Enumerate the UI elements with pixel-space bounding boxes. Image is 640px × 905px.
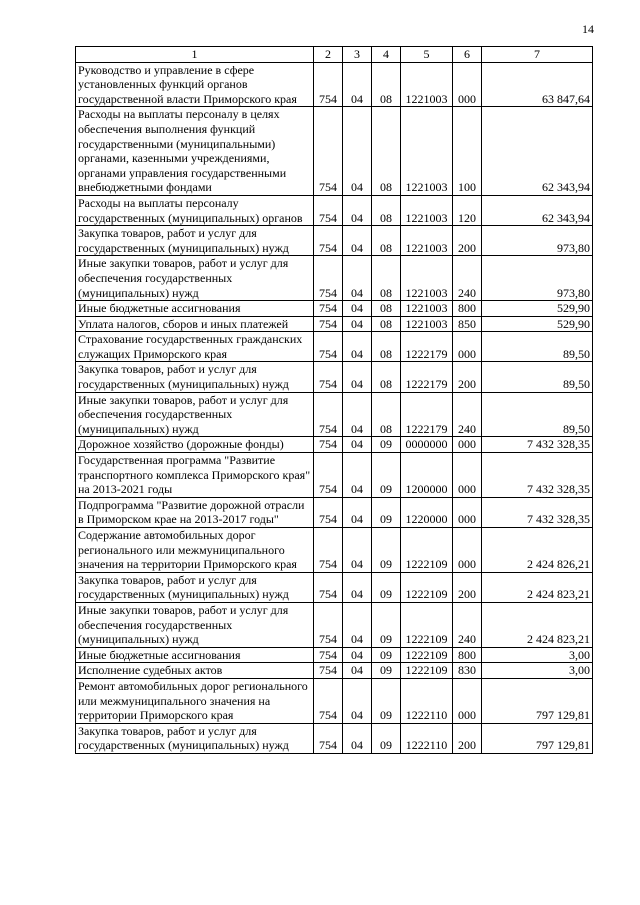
row-code-col3: 04 xyxy=(343,392,372,437)
row-code-col6: 120 xyxy=(453,195,482,225)
row-code-col3: 04 xyxy=(343,332,372,362)
row-name: Уплата налогов, сборов и иных платежей xyxy=(76,316,314,332)
table-row xyxy=(76,362,593,392)
row-code-col6: 800 xyxy=(453,647,482,663)
row-code-col5: 1200000 xyxy=(401,453,453,498)
row-amount: 7 432 328,35 xyxy=(482,497,593,527)
row-code-col4: 09 xyxy=(372,528,401,573)
row-code-col2: 754 xyxy=(314,663,343,679)
row-code-col3: 04 xyxy=(343,316,372,332)
table-row xyxy=(76,332,593,362)
row-code-col5: 1222109 xyxy=(401,602,453,647)
row-amount: 2 424 823,21 xyxy=(482,572,593,602)
row-amount: 529,90 xyxy=(482,316,593,332)
row-code-col2: 754 xyxy=(314,647,343,663)
row-code-col4: 09 xyxy=(372,572,401,602)
row-code-col5: 1222110 xyxy=(401,678,453,723)
table-row xyxy=(76,301,593,317)
row-amount: 529,90 xyxy=(482,301,593,317)
row-name: Исполнение судебных актов xyxy=(76,663,314,679)
row-code-col2: 754 xyxy=(314,226,343,256)
row-amount: 3,00 xyxy=(482,663,593,679)
row-amount: 7 432 328,35 xyxy=(482,437,593,453)
header-col-6: 6 xyxy=(453,47,482,63)
row-code-col2: 754 xyxy=(314,256,343,301)
table-body xyxy=(76,62,593,753)
row-code-col6: 200 xyxy=(453,226,482,256)
row-code-col6: 000 xyxy=(453,453,482,498)
table-row xyxy=(76,528,593,573)
row-code-col5: 1221003 xyxy=(401,256,453,301)
row-code-col4: 08 xyxy=(372,195,401,225)
row-code-col4: 09 xyxy=(372,453,401,498)
row-name: Руководство и управление в сфере установленных функций органов государственной власти Приморского края xyxy=(76,62,314,107)
row-amount: 797 129,81 xyxy=(482,678,593,723)
row-code-col6: 000 xyxy=(453,62,482,107)
row-name: Закупка товаров, работ и услуг для государственных (муниципальных) нужд xyxy=(76,723,314,753)
row-code-col6: 200 xyxy=(453,362,482,392)
row-amount: 89,50 xyxy=(482,392,593,437)
page-number: 14 xyxy=(582,22,594,36)
row-amount: 62 343,94 xyxy=(482,107,593,196)
table-row xyxy=(76,572,593,602)
row-amount: 973,80 xyxy=(482,226,593,256)
row-code-col2: 754 xyxy=(314,362,343,392)
row-code-col5: 1222109 xyxy=(401,663,453,679)
row-amount: 797 129,81 xyxy=(482,723,593,753)
row-name: Ремонт автомобильных дорог регионального или межмуниципального значения на территории Приморского края xyxy=(76,678,314,723)
row-code-col3: 04 xyxy=(343,647,372,663)
row-code-col2: 754 xyxy=(314,62,343,107)
row-code-col5: 1221003 xyxy=(401,107,453,196)
row-code-col3: 04 xyxy=(343,226,372,256)
row-code-col3: 04 xyxy=(343,663,372,679)
row-code-col3: 04 xyxy=(343,107,372,196)
row-code-col6: 830 xyxy=(453,663,482,679)
row-code-col2: 754 xyxy=(314,453,343,498)
row-code-col4: 09 xyxy=(372,602,401,647)
row-code-col4: 09 xyxy=(372,647,401,663)
row-code-col2: 754 xyxy=(314,195,343,225)
budget-table xyxy=(75,46,593,754)
row-code-col5: 1221003 xyxy=(401,62,453,107)
row-name: Иные закупки товаров, работ и услуг для обеспечения государственных (муниципальных) нужд xyxy=(76,602,314,647)
row-code-col6: 850 xyxy=(453,316,482,332)
row-code-col2: 754 xyxy=(314,528,343,573)
row-name: Расходы на выплаты персоналу в целях обеспечения выполнения функций государственными (муниципальными) органами, казенными учреждениями, органами управления государственными внебюджетными фондами xyxy=(76,107,314,196)
row-name: Государственная программа "Развитие транспортного комплекса Приморского края" на 2013-2021 годы xyxy=(76,453,314,498)
row-code-col2: 754 xyxy=(314,332,343,362)
row-code-col5: 1222179 xyxy=(401,362,453,392)
row-code-col5: 0000000 xyxy=(401,437,453,453)
row-code-col6: 240 xyxy=(453,392,482,437)
row-code-col2: 754 xyxy=(314,602,343,647)
row-code-col4: 09 xyxy=(372,437,401,453)
row-code-col5: 1221003 xyxy=(401,195,453,225)
row-name: Иные закупки товаров, работ и услуг для обеспечения государственных (муниципальных) нужд xyxy=(76,256,314,301)
row-name: Иные бюджетные ассигнования xyxy=(76,647,314,663)
row-code-col4: 08 xyxy=(372,62,401,107)
row-code-col5: 1221003 xyxy=(401,316,453,332)
row-code-col4: 08 xyxy=(372,316,401,332)
row-code-col2: 754 xyxy=(314,497,343,527)
row-code-col6: 240 xyxy=(453,602,482,647)
row-name: Страхование государственных гражданских служащих Приморского края xyxy=(76,332,314,362)
table-row xyxy=(76,392,593,437)
row-amount: 2 424 826,21 xyxy=(482,528,593,573)
row-name: Закупка товаров, работ и услуг для государственных (муниципальных) нужд xyxy=(76,572,314,602)
row-code-col3: 04 xyxy=(343,602,372,647)
row-name: Иные бюджетные ассигнования xyxy=(76,301,314,317)
table-row xyxy=(76,62,593,107)
row-code-col5: 1220000 xyxy=(401,497,453,527)
row-code-col3: 04 xyxy=(343,362,372,392)
row-code-col6: 800 xyxy=(453,301,482,317)
row-code-col6: 200 xyxy=(453,572,482,602)
table-row xyxy=(76,226,593,256)
row-name: Закупка товаров, работ и услуг для государственных (муниципальных) нужд xyxy=(76,362,314,392)
row-code-col4: 08 xyxy=(372,256,401,301)
header-row xyxy=(76,47,593,63)
row-code-col5: 1222179 xyxy=(401,332,453,362)
row-name: Содержание автомобильных дорог регионального или межмуниципального значения на территории Приморского края xyxy=(76,528,314,573)
row-code-col4: 08 xyxy=(372,301,401,317)
row-code-col4: 08 xyxy=(372,392,401,437)
row-code-col5: 1222179 xyxy=(401,392,453,437)
row-code-col6: 000 xyxy=(453,497,482,527)
row-code-col3: 04 xyxy=(343,723,372,753)
row-code-col6: 240 xyxy=(453,256,482,301)
table-row xyxy=(76,316,593,332)
row-code-col2: 754 xyxy=(314,723,343,753)
row-name: Расходы на выплаты персоналу государственных (муниципальных) органов xyxy=(76,195,314,225)
row-code-col5: 1222109 xyxy=(401,647,453,663)
row-code-col3: 04 xyxy=(343,678,372,723)
row-code-col2: 754 xyxy=(314,437,343,453)
row-code-col6: 000 xyxy=(453,437,482,453)
row-code-col4: 08 xyxy=(372,107,401,196)
row-code-col3: 04 xyxy=(343,572,372,602)
row-code-col6: 200 xyxy=(453,723,482,753)
row-code-col6: 000 xyxy=(453,528,482,573)
table-row xyxy=(76,678,593,723)
table-row xyxy=(76,647,593,663)
header-col-1: 1 xyxy=(76,47,314,63)
row-code-col3: 04 xyxy=(343,62,372,107)
row-code-col5: 1221003 xyxy=(401,301,453,317)
row-code-col4: 09 xyxy=(372,723,401,753)
table-row xyxy=(76,195,593,225)
row-name: Дорожное хозяйство (дорожные фонды) xyxy=(76,437,314,453)
row-code-col4: 09 xyxy=(372,663,401,679)
row-code-col3: 04 xyxy=(343,301,372,317)
row-code-col4: 09 xyxy=(372,497,401,527)
row-code-col3: 04 xyxy=(343,195,372,225)
row-code-col2: 754 xyxy=(314,678,343,723)
row-code-col3: 04 xyxy=(343,528,372,573)
header-col-3: 3 xyxy=(343,47,372,63)
row-code-col2: 754 xyxy=(314,316,343,332)
row-code-col6: 000 xyxy=(453,678,482,723)
header-col-2: 2 xyxy=(314,47,343,63)
row-amount: 2 424 823,21 xyxy=(482,602,593,647)
row-amount: 63 847,64 xyxy=(482,62,593,107)
header-col-4: 4 xyxy=(372,47,401,63)
row-code-col2: 754 xyxy=(314,301,343,317)
row-code-col4: 08 xyxy=(372,226,401,256)
row-name: Закупка товаров, работ и услуг для государственных (муниципальных) нужд xyxy=(76,226,314,256)
row-amount: 973,80 xyxy=(482,256,593,301)
row-code-col4: 08 xyxy=(372,332,401,362)
row-code-col2: 754 xyxy=(314,107,343,196)
row-code-col5: 1222109 xyxy=(401,528,453,573)
row-code-col4: 09 xyxy=(372,678,401,723)
row-code-col5: 1222110 xyxy=(401,723,453,753)
row-amount: 3,00 xyxy=(482,647,593,663)
table-row xyxy=(76,602,593,647)
header-col-5: 5 xyxy=(401,47,453,63)
row-amount: 62 343,94 xyxy=(482,195,593,225)
table-row xyxy=(76,453,593,498)
table-row xyxy=(76,723,593,753)
header-col-7: 7 xyxy=(482,47,593,63)
row-code-col5: 1222109 xyxy=(401,572,453,602)
row-code-col3: 04 xyxy=(343,453,372,498)
row-amount: 89,50 xyxy=(482,362,593,392)
table-row xyxy=(76,497,593,527)
table-row xyxy=(76,437,593,453)
table-row xyxy=(76,256,593,301)
table-row xyxy=(76,663,593,679)
row-code-col3: 04 xyxy=(343,437,372,453)
row-code-col6: 100 xyxy=(453,107,482,196)
table-row xyxy=(76,107,593,196)
row-code-col2: 754 xyxy=(314,392,343,437)
row-amount: 89,50 xyxy=(482,332,593,362)
row-code-col3: 04 xyxy=(343,256,372,301)
row-code-col6: 000 xyxy=(453,332,482,362)
row-amount: 7 432 328,35 xyxy=(482,453,593,498)
row-name: Подпрограмма "Развитие дорожной отрасли в Приморском крае на 2013-2017 годы" xyxy=(76,497,314,527)
row-code-col4: 08 xyxy=(372,362,401,392)
row-name: Иные закупки товаров, работ и услуг для обеспечения государственных (муниципальных) нужд xyxy=(76,392,314,437)
row-code-col2: 754 xyxy=(314,572,343,602)
row-code-col3: 04 xyxy=(343,497,372,527)
row-code-col5: 1221003 xyxy=(401,226,453,256)
